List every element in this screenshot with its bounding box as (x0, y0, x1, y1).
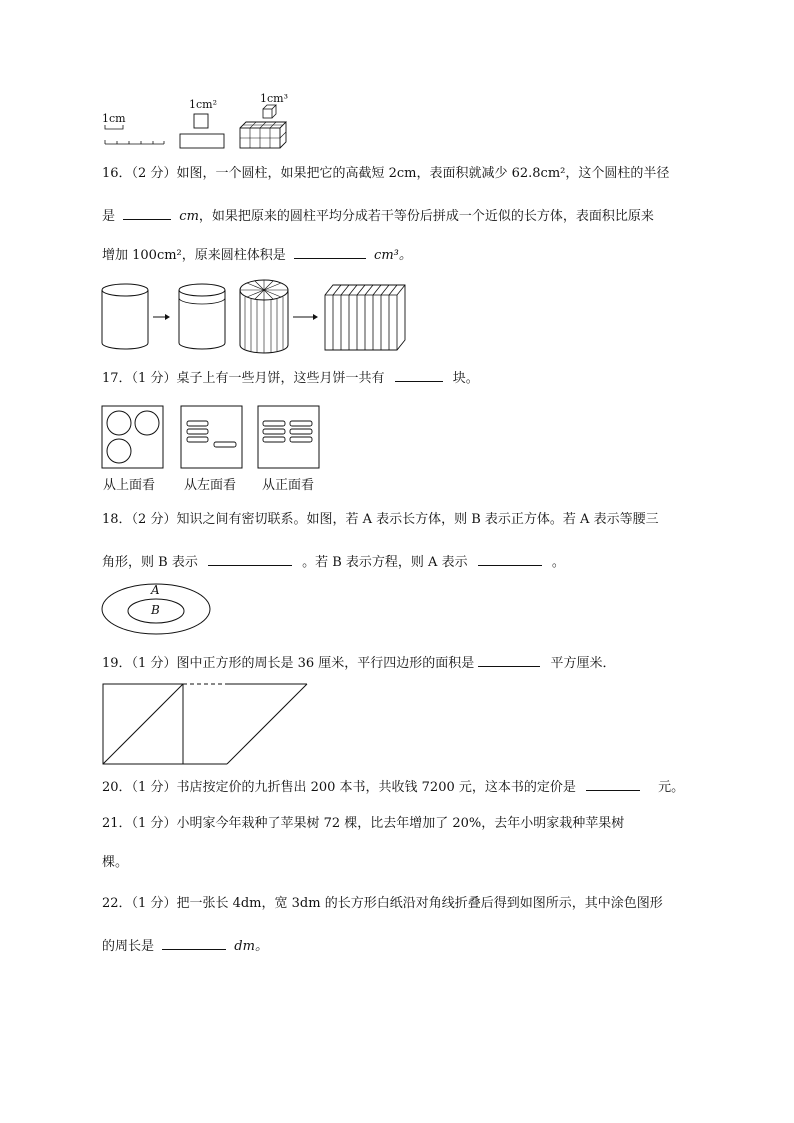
q22-number: 22． (102, 896, 132, 911)
q18-line2 (102, 551, 565, 572)
q21-number: 21． (102, 816, 132, 831)
q18-text-line1: 知识之间有密切联系。如图，若 A 表示长方体，则 B 表示正方体。若 A 表示等腰三 (176, 512, 659, 527)
q17-blank[interactable] (395, 367, 443, 382)
q22-line2 (102, 935, 268, 956)
q20-line (102, 776, 684, 797)
q16-line2-unit: cm (179, 209, 199, 224)
q21-text-line2: 棵。 (102, 855, 129, 870)
q17-caption-top: 从上面看 (103, 478, 156, 493)
q18-line2-post: 。 (551, 555, 565, 570)
q21-score: （1 分） (131, 816, 177, 831)
q18-line1 (102, 511, 659, 529)
q18-blank-a[interactable] (478, 551, 542, 566)
q21-text-line1: 小明家今年栽种了苹果树 72 棵，比去年增加了 20%，去年小明家栽种苹果树 (176, 816, 625, 831)
q19-score: （1 分） (131, 656, 177, 671)
q22-line2-unit: dm。 (234, 939, 268, 954)
q16-line3 (102, 244, 412, 265)
q18-number: 18． (102, 512, 132, 527)
q16-number: 16． (102, 166, 132, 181)
q21-line2 (102, 854, 128, 872)
q18-label-a: A (151, 583, 160, 597)
q21-line1 (102, 815, 624, 833)
q18-score: （2 分） (131, 512, 177, 527)
q16-cylinder-figure (0, 270, 420, 360)
q18-label-b: B (151, 603, 160, 617)
q17-line (102, 367, 479, 388)
q20-blank[interactable] (586, 776, 640, 791)
q20-number: 20． (102, 780, 132, 795)
q16-line3-pre: 增加 100cm²，原来圆柱体积是 (102, 248, 286, 263)
q19-text-pre: 图中正方形的周长是 36 厘米，平行四边形的面积是 (176, 656, 475, 671)
q22-score: （1 分） (131, 896, 177, 911)
q22-blank[interactable] (162, 935, 226, 950)
q19-square-parallelogram-figure (0, 680, 320, 770)
q19-number: 19． (102, 656, 132, 671)
q17-views-figure (0, 404, 330, 474)
q17-caption-left: 从左面看 (184, 478, 237, 493)
q18-line2-mid: 。若 B 表示方程，则 A 表示 (302, 555, 468, 570)
q18-line2-pre: 角形，则 B 表示 (102, 555, 198, 570)
q19-blank[interactable] (478, 652, 540, 667)
q18-venn-figure (0, 582, 220, 642)
q20-score: （1 分） (131, 780, 177, 795)
label-1cm: 1cm (102, 112, 126, 125)
q17-text-pre: 桌子上有一些月饼，这些月饼一共有 (176, 371, 385, 386)
q20-text-post: 元。 (658, 780, 685, 795)
q17-score: （1 分） (131, 371, 177, 386)
units-drawing (0, 0, 300, 160)
q17-number: 17． (102, 371, 132, 386)
q20-text-pre: 书店按定价的九折售出 200 本书，共收钱 7200 元，这本书的定价是 (176, 780, 576, 795)
label-1cm2: 1cm² (189, 98, 217, 111)
q16-line1 (102, 165, 669, 183)
q16-text-line1: 如图，一个圆柱，如果把它的高截短 2cm，表面积就减少 62.8cm²，这个圆柱的半径 (176, 166, 670, 181)
q19-line (102, 652, 616, 673)
q16-score: （2 分） (131, 166, 177, 181)
q16-blank-volume[interactable] (294, 244, 366, 259)
q17-text-post: 块。 (452, 371, 479, 386)
q16-blank-radius[interactable] (123, 205, 171, 220)
q16-line3-unit: cm³。 (374, 248, 412, 263)
q22-line1 (102, 895, 663, 913)
q16-line2 (102, 205, 654, 226)
label-1cm3: 1cm³ (260, 92, 288, 105)
q22-line2-pre: 的周长是 (102, 939, 155, 954)
q16-line2-pre: 是 (102, 209, 116, 224)
q19-text-post: 平方厘米． (550, 656, 616, 671)
q22-text-line1: 把一张长 4dm，宽 3dm 的长方形白纸沿对角线折叠后得到如图所示，其中涂色图形 (176, 896, 663, 911)
q18-blank-b[interactable] (208, 551, 292, 566)
q17-caption-front: 从正面看 (262, 478, 315, 493)
q16-line2-post: ，如果把原来的圆柱平均分成若干等份后拼成一个近似的长方体，表面积比原来 (198, 209, 654, 224)
